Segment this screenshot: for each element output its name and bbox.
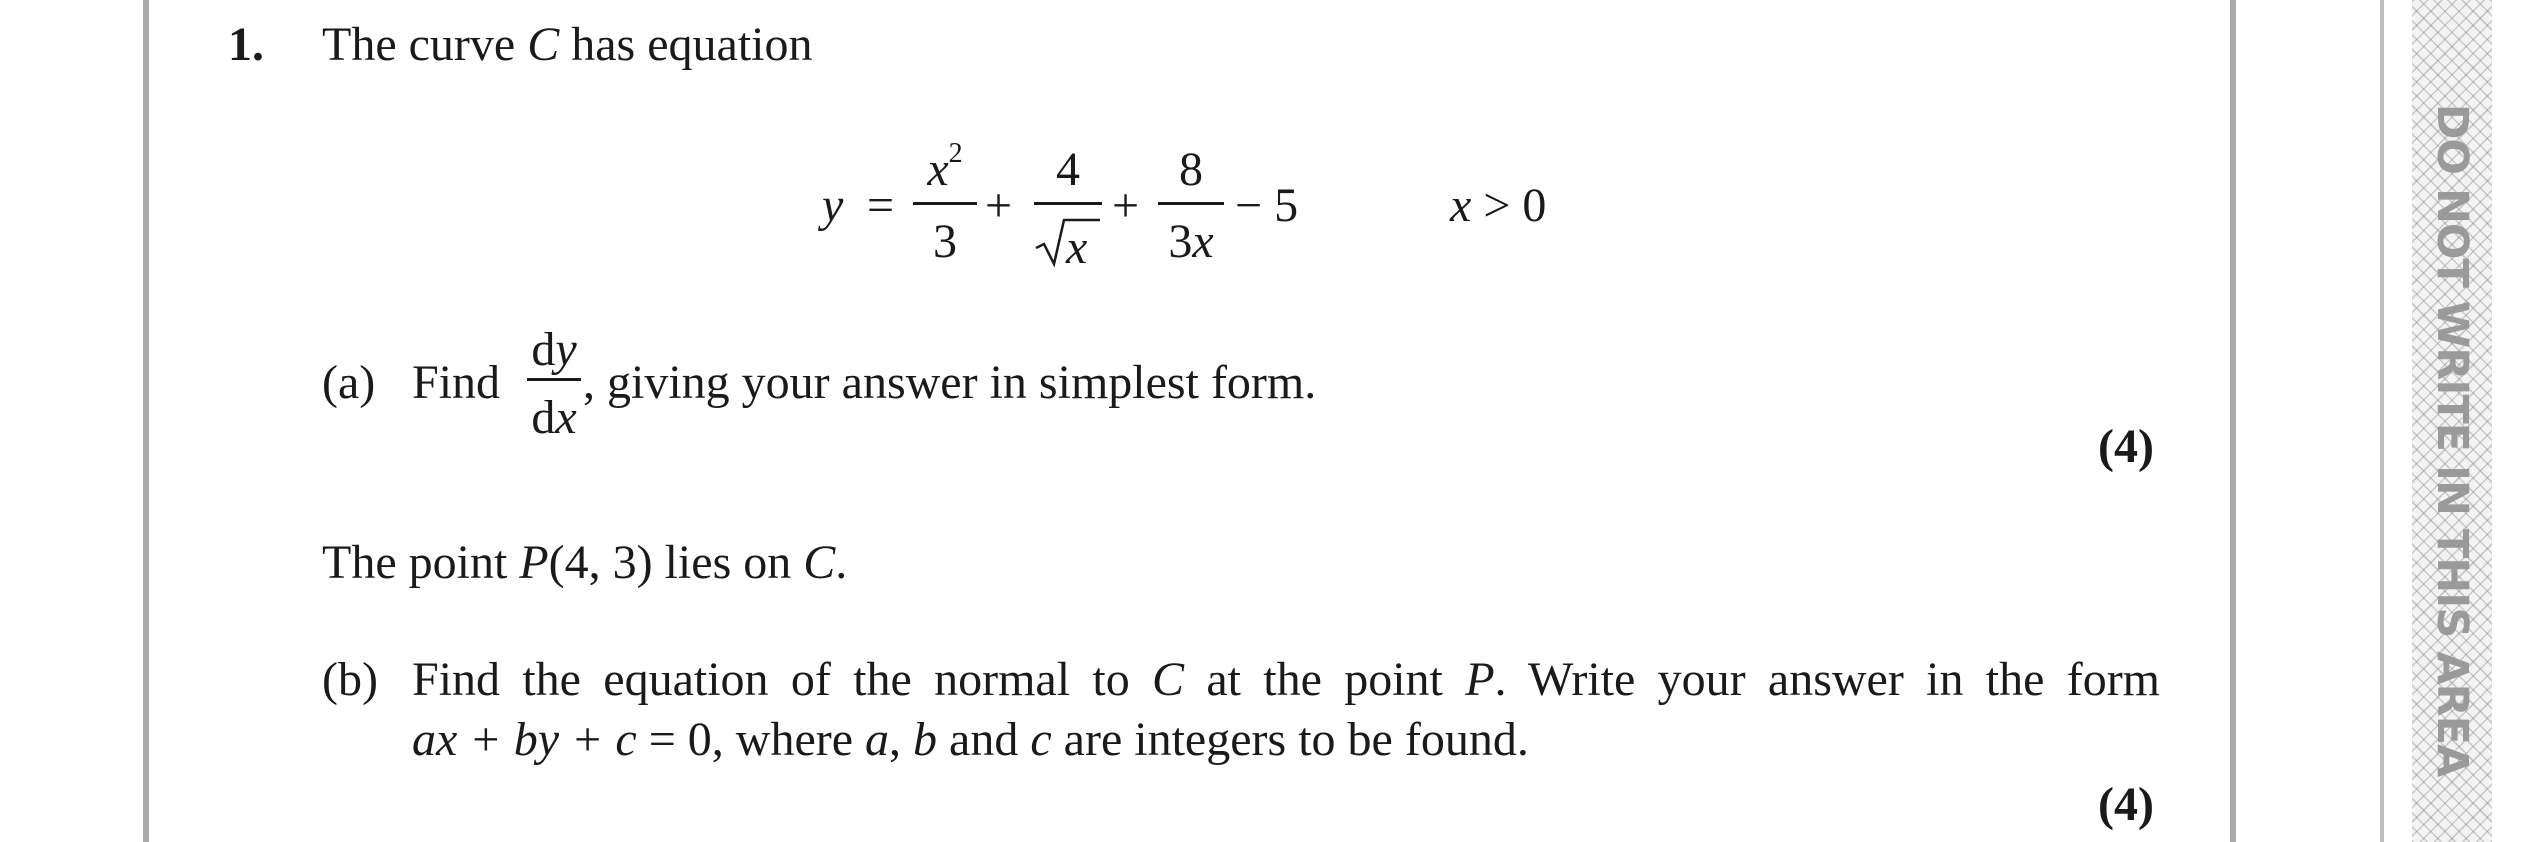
question-number: 1. <box>228 18 264 71</box>
part-a-label: (a) <box>322 356 376 409</box>
do-not-write-label: DO NOT WRITE IN THIS AREA <box>2427 103 2477 777</box>
fraction-8-over-3x: 8 3x <box>1158 140 1224 270</box>
plus-sign-2: + <box>1112 179 1140 232</box>
part-b-line-2: ax + by + c = 0, where a, b and c are integers to be found. <box>412 713 1529 766</box>
equation-lhs: y <box>822 179 844 232</box>
part-b-label: (b) <box>322 653 378 706</box>
question-intro: The curve C has equation <box>322 18 813 71</box>
minus-five: − 5 <box>1235 179 1299 232</box>
equals-sign: = <box>867 179 895 232</box>
point-statement: The point P(4, 3) lies on C. <box>322 536 848 589</box>
page-left-border <box>143 0 149 842</box>
part-b-line-1: Find the equation of the normal to C at the point P. Write your answer in the form <box>412 653 2161 706</box>
margin-border <box>2380 0 2384 842</box>
fraction-dy-dx: dy dx <box>527 322 581 452</box>
fraction-x-squared-over-3: $x^2$ 3 <box>913 140 977 270</box>
part-a-text: , giving your answer in simplest form. <box>583 356 1317 409</box>
part-b-marks: (4) <box>2098 778 2154 831</box>
fraction-4-over-root-x: 4 x <box>1034 140 1102 270</box>
part-a-find: Find <box>412 356 501 409</box>
page-right-border <box>2230 0 2236 842</box>
plus-sign-1: + <box>985 179 1013 232</box>
part-a-marks: (4) <box>2098 420 2154 473</box>
domain-condition: x > 0 <box>1450 179 1547 232</box>
